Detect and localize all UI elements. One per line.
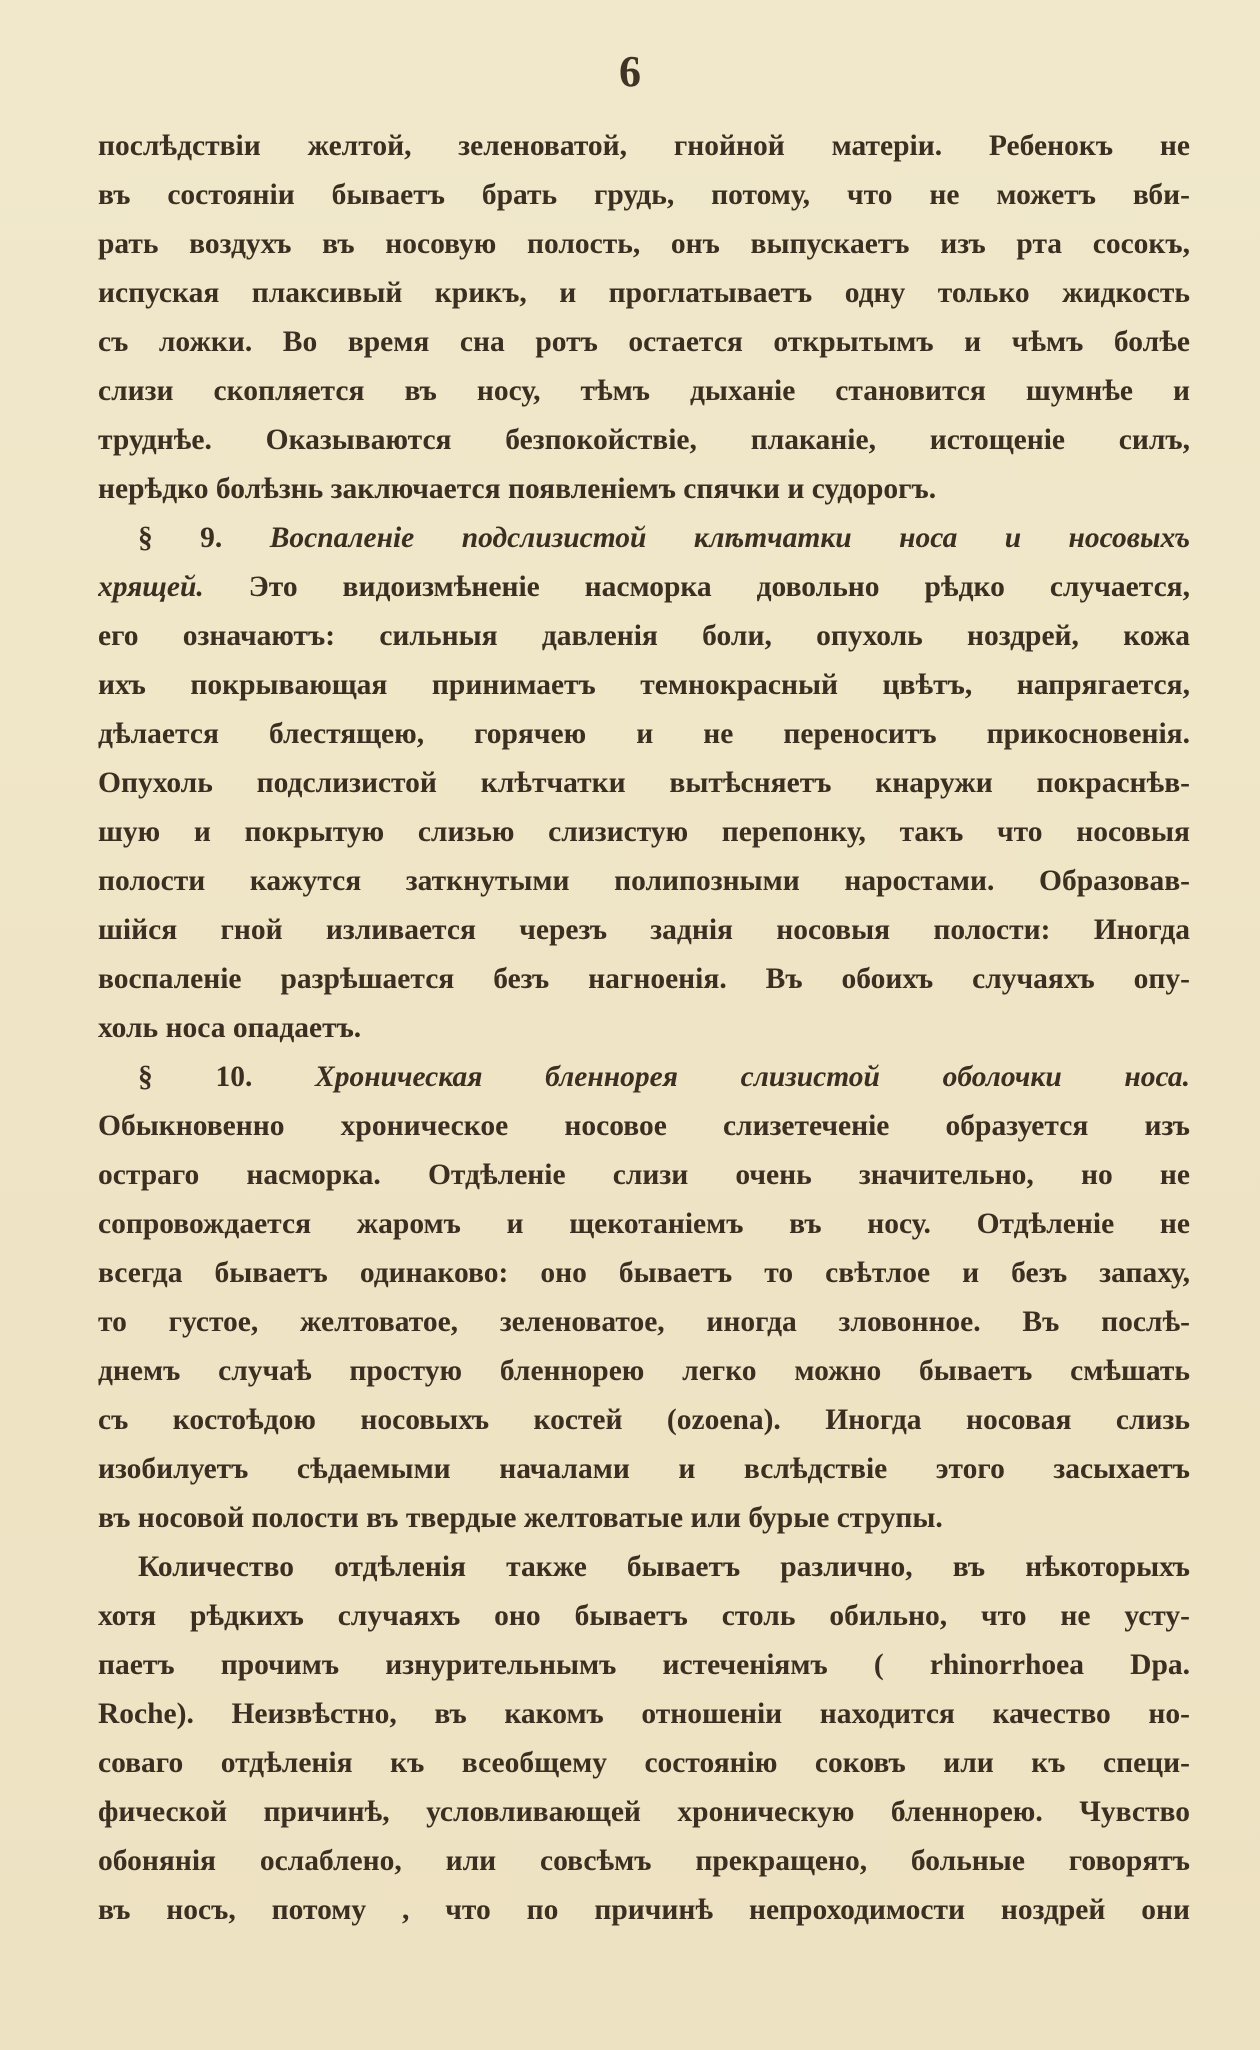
text-line [98, 1690, 1190, 1739]
text-line [98, 1837, 1190, 1886]
line-text: труднѣе. Оказываются безпокойствіе, плаканіе, истощеніе силъ, [98, 424, 1190, 456]
text-line [98, 1102, 1190, 1151]
section-mark: § 10. [138, 1061, 316, 1093]
line-text: сопровождается жаромъ и щекотаніемъ въ носу. Отдѣленіе не [98, 1208, 1190, 1240]
line-text: днемъ случаѣ простую бленнорею легко можно бываетъ смѣшать [98, 1355, 1190, 1387]
text-line [98, 955, 1190, 1004]
text-line [98, 808, 1190, 857]
text-line [98, 1004, 1190, 1053]
text-line [98, 1494, 1190, 1543]
line-text: всегда бываетъ одинаково: оно бываетъ то свѣтлое и безъ запаху, [98, 1257, 1190, 1289]
text-line [98, 857, 1190, 906]
text-line [98, 318, 1190, 367]
text-line [98, 1053, 1190, 1102]
line-text: обонянія ослаблено, или совсѣмъ прекращено, больные говорятъ [98, 1845, 1190, 1877]
line-text: его означаютъ: сильныя давленія боли, опухоль ноздрей, кожа [98, 620, 1190, 652]
line-text: шую и покрытую слизью слизистую перепонку, такъ что носовыя [98, 816, 1190, 848]
text-line [98, 1249, 1190, 1298]
text-line [98, 367, 1190, 416]
text-line [98, 220, 1190, 269]
text-line [98, 1347, 1190, 1396]
text-line [98, 1788, 1190, 1837]
italic-heading: Хроническая бленнорея слизистой оболочки носа. [315, 1061, 1190, 1093]
text-line [98, 1396, 1190, 1445]
body-text [98, 122, 1190, 1935]
line-text: хотя рѣдкихъ случаяхъ оно бываетъ столь обильно, что не усту- [98, 1600, 1190, 1632]
text-line [98, 661, 1190, 710]
text-line [98, 514, 1190, 563]
line-text: шійся гной изливается черезъ заднія носовыя полости: Иногда [98, 914, 1190, 946]
text-line [98, 122, 1190, 171]
line-text: Roche). Неизвѣстно, въ какомъ отношеніи находится качество но- [98, 1698, 1190, 1730]
line-text: ихъ покрывающая принимаетъ темнокрасный цвѣтъ, напрягается, [98, 669, 1190, 701]
text-line [98, 1445, 1190, 1494]
text-line [98, 171, 1190, 220]
line-text: съ костоѣдою носовыхъ костей (ozoena). Иногда носовая слизь [98, 1404, 1190, 1436]
line-text: испуская плаксивый крикъ, и проглатываетъ одну только жидкость [98, 277, 1190, 309]
text-line [98, 1543, 1190, 1592]
page-number: 6 [619, 47, 641, 96]
text-line [98, 269, 1190, 318]
text-line [98, 465, 1190, 514]
line-text: Количество отдѣленія также бываетъ различно, въ нѣкоторыхъ [138, 1551, 1190, 1583]
text-line [98, 1739, 1190, 1788]
italic-heading: Воспаленіе подслизистой клѣтчатки носа и носовыхъ [269, 522, 1190, 554]
text-line [98, 906, 1190, 955]
text-line [98, 1886, 1190, 1935]
line-text: въ состояніи бываетъ брать грудь, потому, что не можетъ вби- [98, 179, 1190, 211]
line-text: дѣлается блестящею, горячею и не переноситъ прикосновенія. [98, 718, 1190, 750]
line-text: остраго насморка. Отдѣленіе слизи очень значительно, но не [98, 1159, 1190, 1191]
text-line [98, 1592, 1190, 1641]
line-text: то густое, желтоватое, зеленоватое, иногда зловонное. Въ послѣ- [98, 1306, 1190, 1338]
section-mark: § 9. [138, 522, 270, 554]
text-line [98, 1641, 1190, 1690]
text-line [98, 612, 1190, 661]
text-line [98, 1200, 1190, 1249]
line-text: изобилуетъ сѣдаемыми началами и вслѣдствіе этого засыхаетъ [98, 1453, 1190, 1485]
line-text: Опухоль подслизистой клѣтчатки вытѣсняетъ кнаружи покраснѣв- [98, 767, 1190, 799]
line-text: паетъ прочимъ изнурительнымъ истеченіямъ ( rhinorrhoea Dра. [98, 1649, 1190, 1681]
line-text: холь носа опадаетъ. [98, 1012, 362, 1044]
line-text: Это видоизмѣненіе насморка довольно рѣдко случается, [203, 571, 1190, 603]
line-text: въ носъ, потому , что по причинѣ непроходимости ноздрей они [98, 1894, 1190, 1926]
line-text: фической причинѣ, условливающей хроническую бленнорею. Чувство [98, 1796, 1190, 1828]
line-text: нерѣдко болѣзнь заключается появленіемъ спячки и судорогъ. [98, 473, 937, 505]
line-text: полости кажутся заткнутыми полипозными наростами. Образовав- [98, 865, 1190, 897]
text-line [98, 1298, 1190, 1347]
italic-heading: хрящей. [98, 571, 204, 603]
line-text: послѣдствіи желтой, зеленоватой, гнойной матеріи. Ребенокъ не [98, 130, 1190, 162]
line-text: съ ложки. Во время сна ротъ остается открытымъ и чѣмъ болѣе [98, 326, 1190, 358]
line-text: въ носовой полости въ твердые желтоватые или бурые струпы. [98, 1502, 943, 1534]
text-line [98, 759, 1190, 808]
text-line [98, 563, 1190, 612]
text-line [98, 416, 1190, 465]
text-line [98, 710, 1190, 759]
line-text: Обыкновенно хроническое носовое слизетеченіе образуется изъ [98, 1110, 1190, 1142]
text-line [98, 1151, 1190, 1200]
line-text: воспаленіе разрѣшается безъ нагноенія. Въ обоихъ случаяхъ опу- [98, 963, 1190, 995]
line-text: слизи скопляется въ носу, тѣмъ дыханіе становится шумнѣе и [98, 375, 1190, 407]
line-text: рать воздухъ въ носовую полость, онъ выпускаетъ изъ рта сосокъ, [98, 228, 1190, 260]
line-text: соваго отдѣленія къ всеобщему состоянію соковъ или къ специ- [98, 1747, 1190, 1779]
